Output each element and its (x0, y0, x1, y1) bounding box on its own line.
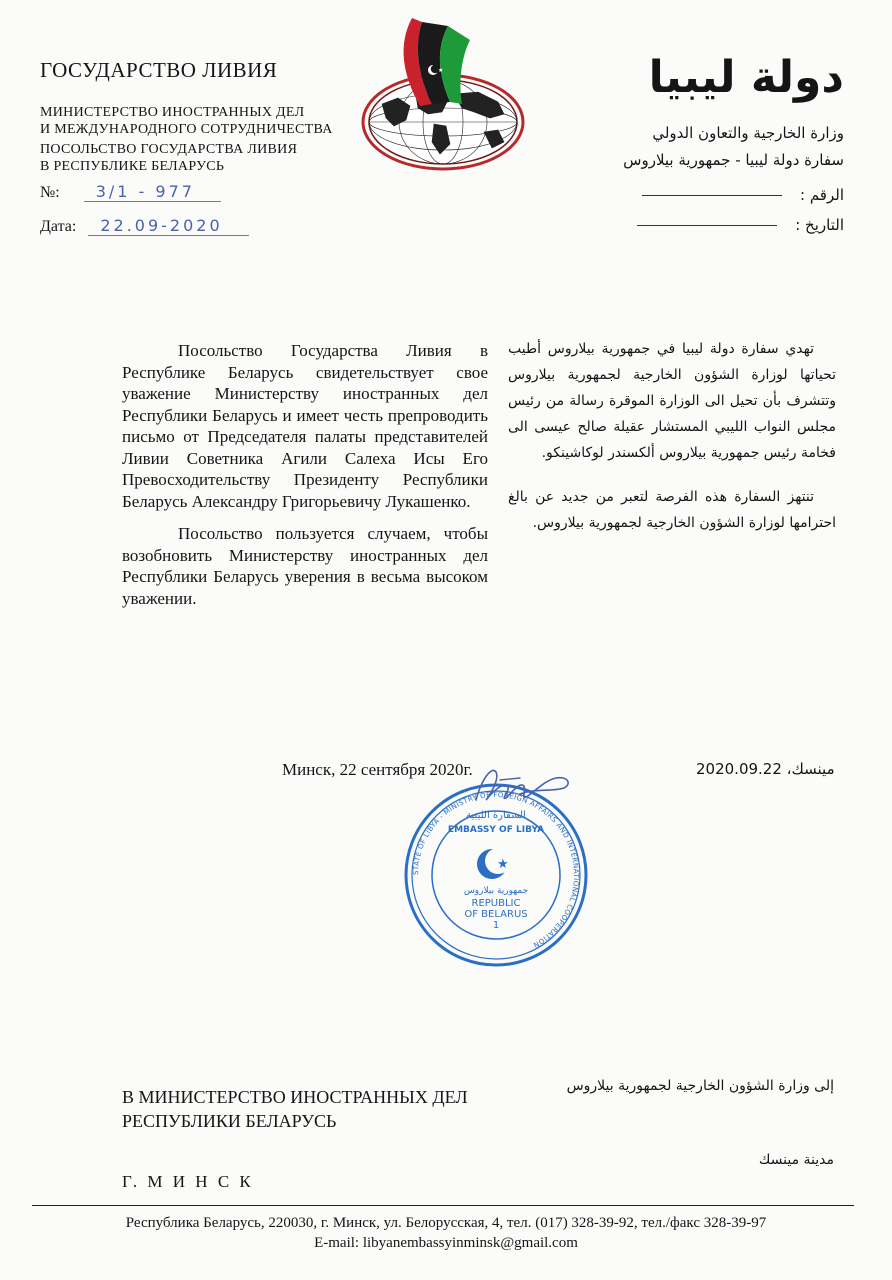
date-line-ar (637, 225, 777, 226)
date-label: Дата: (40, 218, 77, 235)
body-paragraph-ar-2: تنتهز السفارة هذه الفرصة لتعبر من جديد عن بالغ احترامها لوزارة الشؤون الخارجية لجمهورية بيلاروس. (508, 489, 836, 531)
footer-divider (32, 1205, 854, 1206)
body-paragraph-ru-2: Посольство пользуется случаем, чтобы возобновить Министерству иностранных дел Республики Беларусь уверения в весьма высоком уважении. (122, 524, 488, 608)
place-date-ru: Минск, 22 сентября 2020г. (282, 760, 473, 779)
number-value: 3/1 - 977 (84, 182, 221, 202)
embassy-seal (396, 760, 596, 970)
seal-top-ar: السفارة الليبية (466, 810, 526, 821)
date-row-ar (637, 216, 844, 234)
ref-label-ar: الرقم : (800, 186, 844, 204)
state-name-ar: دولة ليبيا (648, 52, 844, 103)
place-date-ar: مينسك، 2020.09.22 (696, 760, 835, 778)
date-label-ar: التاريخ : (795, 216, 844, 234)
number-label: №: (40, 184, 60, 201)
seal-center-en-1: REPUBLIC (471, 898, 521, 909)
ministry-name-ru (40, 104, 333, 138)
reference-number-row-ar (642, 186, 844, 204)
seal-center-en-2: OF BELARUS (464, 909, 528, 920)
addressee-line-2: РЕСПУБЛИКИ БЕЛАРУСЬ (122, 1111, 337, 1131)
seal-center-ar: جمهورية بيلاروس (463, 886, 529, 896)
date-value: 22.09-2020 (88, 216, 248, 236)
svg-text:★: ★ (497, 857, 509, 872)
embassy-line-1: ПОСОЛЬСТВО ГОСУДАРСТВА ЛИВИЯ (40, 142, 298, 157)
embassy-name-ru (40, 141, 297, 175)
addressee-ru (122, 1085, 468, 1133)
body-text-ru (122, 340, 488, 620)
seal-top-en: EMBASSY OF LIBYA (447, 825, 545, 835)
city-ru: Г. М И Н С К (122, 1172, 254, 1191)
ref-line-ar (642, 195, 782, 196)
seal-center-number: 1 (492, 920, 500, 931)
body-paragraph-ar-1: تهدي سفارة دولة ليبيا في جمهورية بيلاروس أطيب تحياتها لوزارة الشؤون الخارجية لجمهورية بيلاروس وتتشرف بأن تحيل الى الوزارة الموقرة رسالة من رئيس مجلس النواب الليبي المستشار عقيلة صالح عيسى الى فخامة رئيس جمهورية بيلاروس ألكسندر لوكاشينكو. (508, 341, 836, 461)
footer-address: Республика Беларусь, 220030, г. Минск, ул. Белорусская, 4, тел. (017) 328-39-92, тел./факс 328-39-97 (125, 1215, 767, 1231)
libya-emblem-logo (358, 14, 528, 172)
body-text-ar (508, 336, 836, 554)
footer-email: E-mail: libyanembassyinminsk@gmail.com (314, 1235, 578, 1251)
addressee-ar: إلى وزارة الشؤون الخارجية لجمهورية بيلاروس (566, 1078, 834, 1094)
addressee-line-1: В МИНИСТЕРСТВО ИНОСТРАННЫХ ДЕЛ (122, 1087, 468, 1107)
embassy-name-ar: سفارة دولة ليبيا - جمهورية بيلاروس (623, 151, 844, 169)
reference-number-row (40, 182, 221, 202)
embassy-line-2: В РЕСПУБЛИКЕ БЕЛАРУСЬ (40, 159, 225, 174)
body-paragraph-ru-1: Посольство Государства Ливия в Республике Беларусь свидетельствует свое уважение Министерству иностранных дел Республики Беларусь и имеет честь препроводить письмо от Председателя палаты представителей Ливии Советника Агили Салеха Исы Его Превосходительству Президенту Республики Беларусь Александру Григорьевичу Лукашенко. (122, 341, 488, 511)
svg-text:★: ★ (438, 67, 444, 74)
ministry-line-2: И МЕЖДУНАРОДНОГО СОТРУДНИЧЕСТВА (40, 122, 333, 137)
seal-ring-text: STATE OF LIBYA - MINISTRY OF FOREIGN AFFAIRS AND INTERNATIONAL COOPERATION (411, 790, 581, 950)
state-name-ru: ГОСУДАРСТВО ЛИВИЯ (40, 58, 278, 82)
date-row (40, 216, 249, 236)
city-ar: مدينة مينسك (758, 1152, 834, 1168)
ministry-line-1: МИНИСТЕРСТВО ИНОСТРАННЫХ ДЕЛ (40, 105, 305, 120)
ministry-name-ar: وزارة الخارجية والتعاون الدولي (652, 124, 844, 142)
